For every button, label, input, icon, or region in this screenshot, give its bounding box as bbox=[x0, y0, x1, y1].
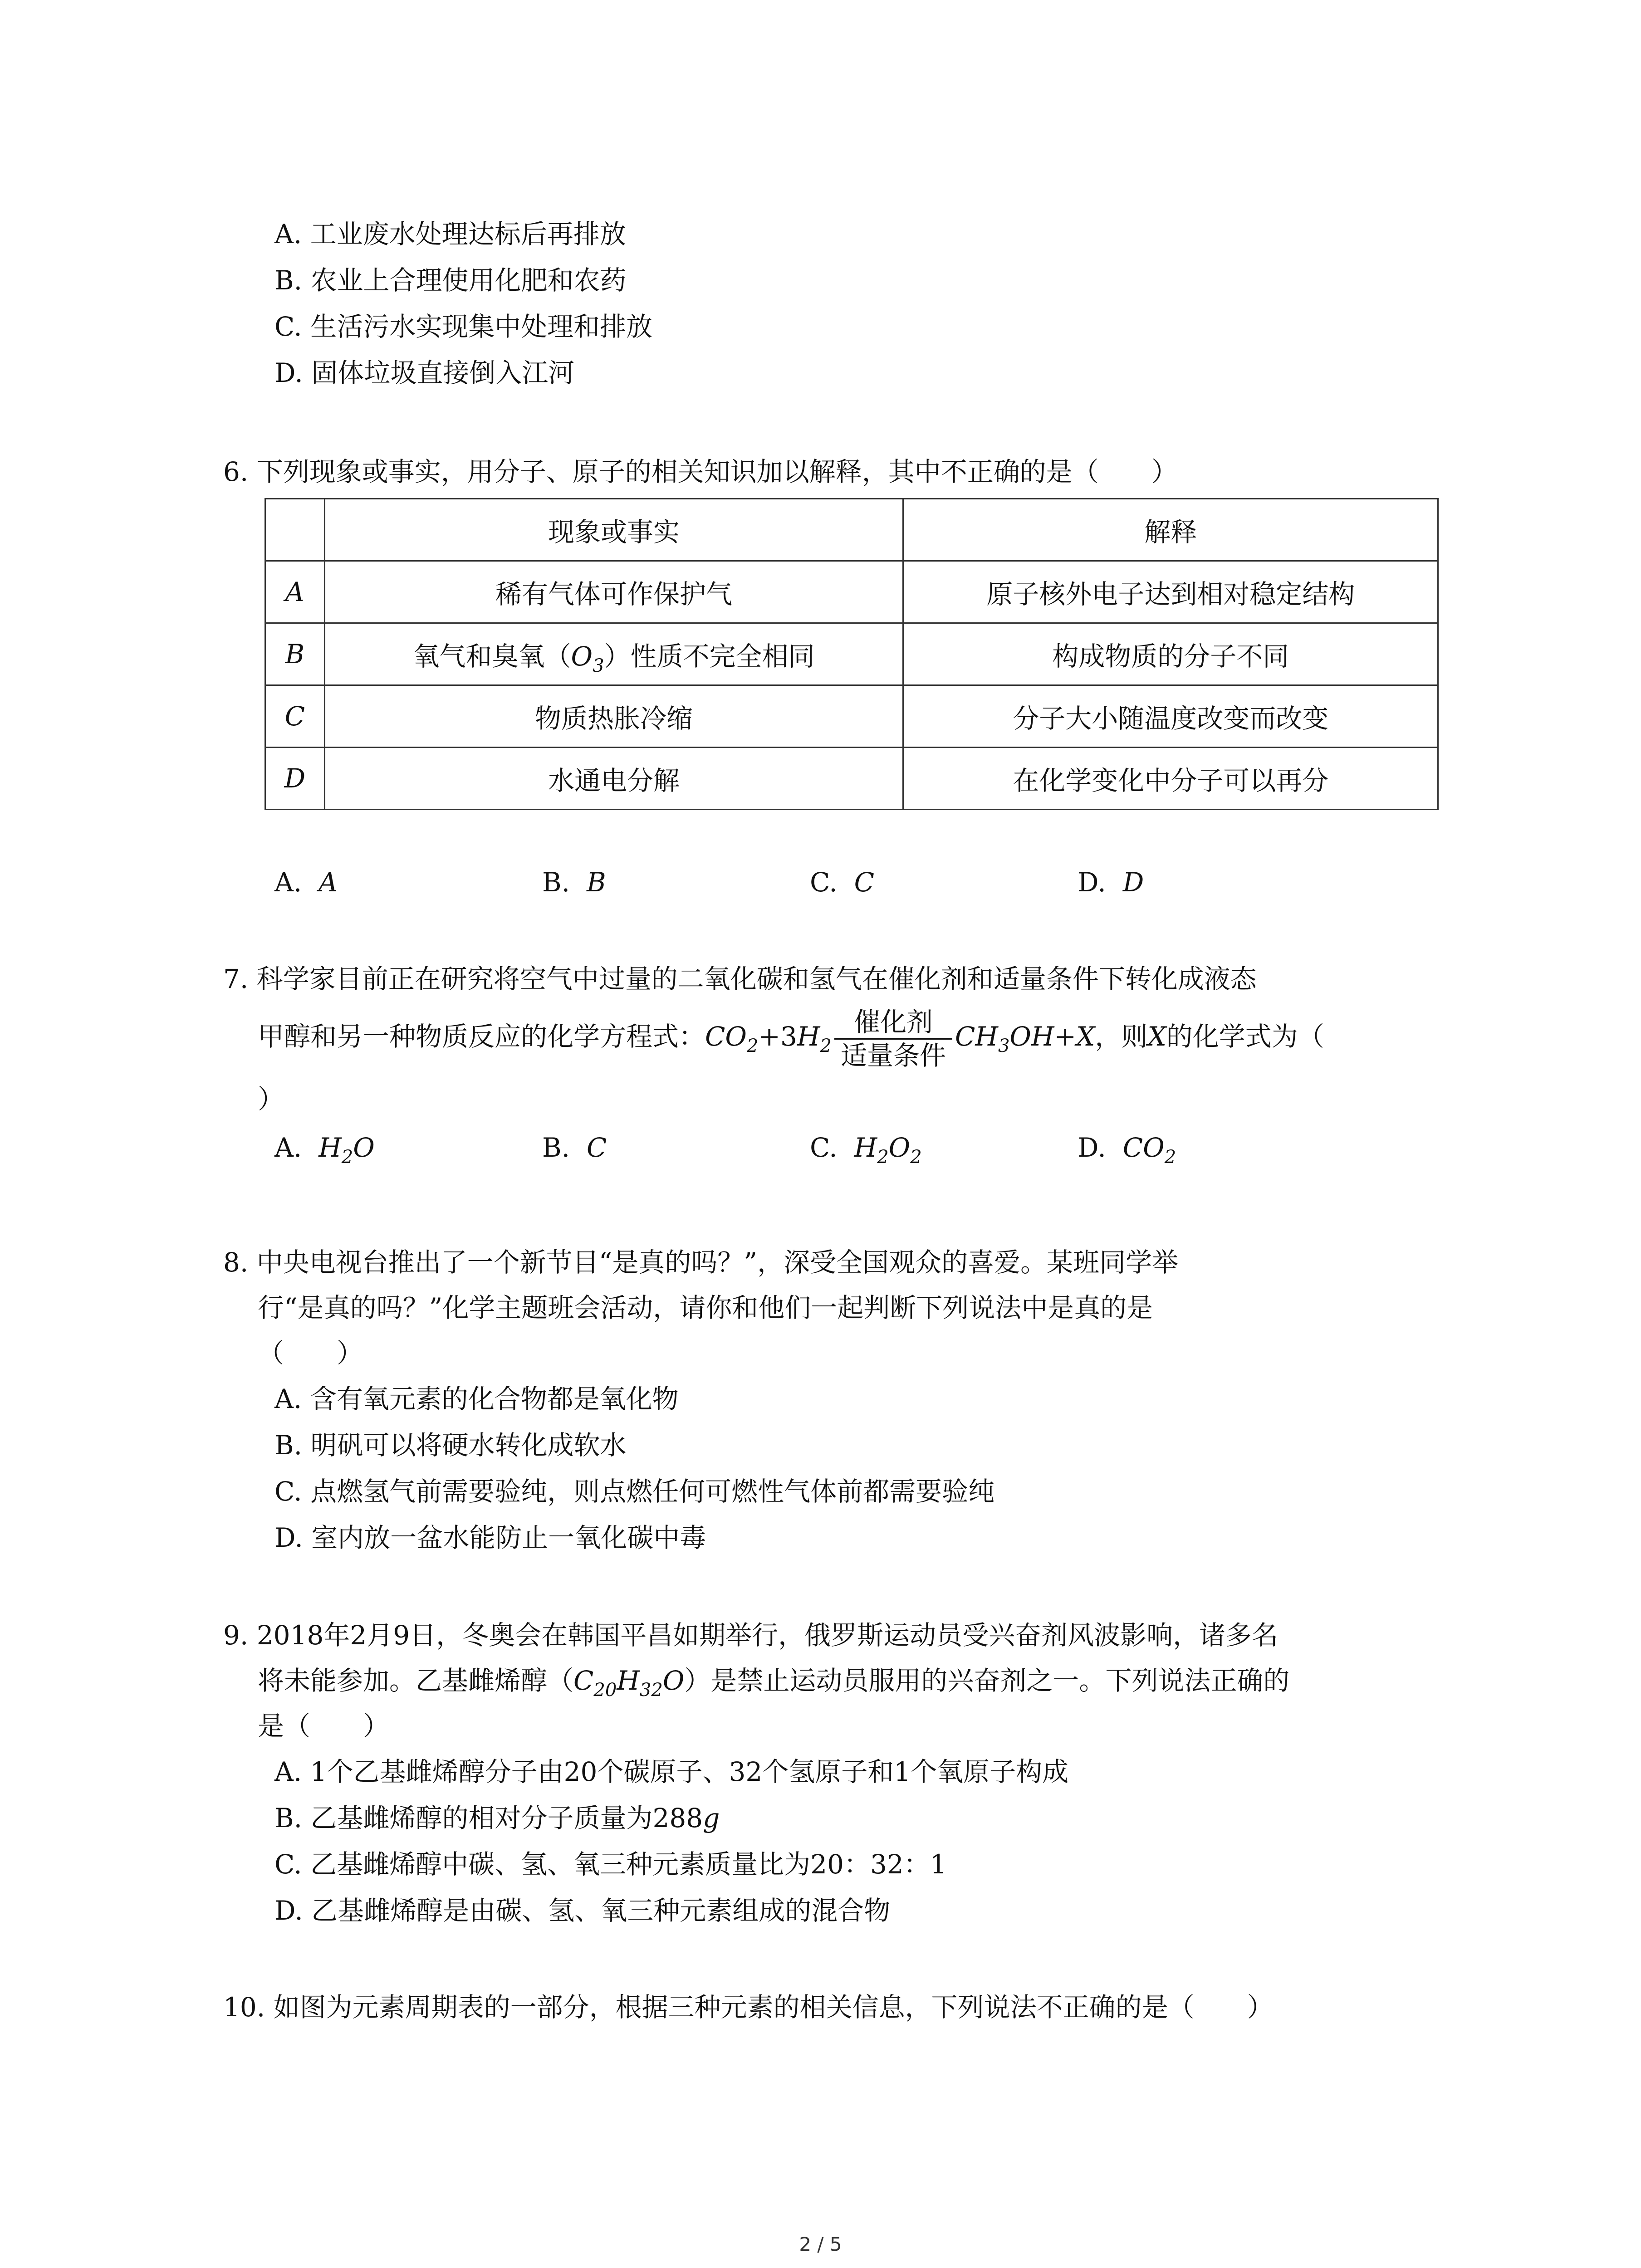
option-formula: CO bbox=[1122, 1132, 1165, 1163]
q8-option-d: D. 室内放一盆水能防止一氧化碳中毒 bbox=[274, 1522, 706, 1553]
eq-term: CH bbox=[955, 1021, 998, 1052]
q9-line-2 bbox=[258, 1662, 1289, 1699]
q5-option-d: D. 固体垃圾直接倒入江河 bbox=[274, 357, 575, 388]
q9-text: ）是禁止运动员服用的兴奋剂之一。下列说法正确的 bbox=[684, 1665, 1290, 1696]
option-label: D. bbox=[1078, 1132, 1106, 1163]
formula-element: C bbox=[573, 1665, 594, 1696]
table-row bbox=[265, 623, 1438, 685]
q7-text: ，则 bbox=[1095, 1021, 1148, 1052]
q5-option-c: C. 生活污水实现集中处理和排放 bbox=[274, 311, 653, 342]
option-subscript: 2 bbox=[341, 1147, 353, 1168]
q9-option-a: A. 1个乙基雌烯醇分子由20个碳原子、32个氢原子和1个氧原子构成 bbox=[274, 1756, 1069, 1787]
formula-element: H bbox=[617, 1665, 640, 1696]
row-key: A bbox=[265, 561, 325, 623]
q8-line-3: （ ） bbox=[258, 1338, 363, 1369]
eq-term: CO bbox=[705, 1021, 747, 1052]
option-subscript: 2 bbox=[910, 1147, 922, 1168]
formula-element: O bbox=[662, 1665, 685, 1696]
row-key: C bbox=[265, 685, 325, 748]
option-value: A bbox=[318, 867, 338, 898]
option-label: C. bbox=[810, 1132, 838, 1163]
row-explain: 原子核外电子达到相对稳定结构 bbox=[903, 561, 1438, 623]
q6-table bbox=[265, 498, 1439, 810]
option-formula: C bbox=[586, 1132, 607, 1163]
row-key: D bbox=[265, 748, 325, 810]
q10-stem: 10. 如图为元素周期表的一部分，根据三种元素的相关信息，下列说法不正确的是（ ） bbox=[223, 1992, 1274, 2023]
option-value: C bbox=[854, 867, 875, 898]
option-label: D. bbox=[1078, 867, 1106, 898]
q7-text: 甲醇和另一种物质反应的化学方程式： bbox=[258, 1021, 705, 1052]
option-label: A. bbox=[274, 867, 302, 898]
eq-term: OH+X bbox=[1009, 1021, 1095, 1052]
table-row bbox=[265, 561, 1438, 623]
eq-subscript: 3 bbox=[998, 1036, 1010, 1056]
fact-text: 氧气和臭氧（ bbox=[413, 641, 571, 672]
row-explain: 在化学变化中分子可以再分 bbox=[903, 748, 1438, 810]
q7-option-d bbox=[1078, 1129, 1176, 1166]
table-header-cell bbox=[265, 499, 325, 561]
formula-subscript: 32 bbox=[639, 1680, 663, 1701]
option-label: C. bbox=[810, 867, 838, 898]
q7-option-b bbox=[542, 1129, 607, 1166]
q9-option-c: C. 乙基雌烯醇中碳、氢、氧三种元素质量比为20：32：1 bbox=[274, 1849, 947, 1880]
condition-bottom: 适量条件 bbox=[840, 1040, 946, 1071]
q9-text: 将未能参加。乙基雌烯醇（ bbox=[258, 1665, 574, 1696]
ozone-subscript: 3 bbox=[593, 655, 604, 676]
q9-line-1: 9. 2018年2月9日，冬奥会在韩国平昌如期举行，俄罗斯运动员受兴奋剂风波影响，诸多名 bbox=[223, 1620, 1279, 1651]
row-key: B bbox=[265, 623, 325, 685]
eq-subscript: 2 bbox=[820, 1036, 832, 1056]
q8-line-2: 行“是真的吗？”化学主题班会活动，请你和他们一起判断下列说法中是真的是 bbox=[258, 1292, 1153, 1323]
table-row bbox=[265, 748, 1438, 810]
row-explain: 构成物质的分子不同 bbox=[903, 623, 1438, 685]
eq-term: H bbox=[797, 1021, 820, 1052]
option-unit: g bbox=[703, 1803, 720, 1833]
q6-option-c bbox=[810, 864, 874, 900]
q9-option-d: D. 乙基雌烯醇是由碳、氢、氧三种元素组成的混合物 bbox=[274, 1895, 891, 1926]
option-value: B bbox=[586, 867, 606, 898]
table-header-cell: 现象或事实 bbox=[324, 499, 903, 561]
row-explain: 分子大小随温度改变而改变 bbox=[903, 685, 1438, 748]
eq-subscript: 2 bbox=[746, 1036, 759, 1056]
option-label: B. bbox=[542, 867, 570, 898]
option-label: B. bbox=[542, 1132, 570, 1163]
q6-option-b bbox=[542, 864, 606, 900]
row-fact: 物质热胀冷缩 bbox=[324, 685, 903, 748]
ozone-formula: O bbox=[571, 641, 593, 672]
table-header-cell: 解释 bbox=[903, 499, 1438, 561]
option-text: B. 乙基雌烯醇的相对分子质量为288 bbox=[274, 1803, 703, 1833]
option-subscript: 2 bbox=[877, 1147, 889, 1168]
reaction-condition bbox=[834, 1006, 952, 1071]
table-row bbox=[265, 685, 1438, 748]
q8-line-1: 8. 中央电视台推出了一个新节目“是真的吗？”，深受全国观众的喜爱。某班同学举 bbox=[223, 1247, 1179, 1278]
q9-option-b bbox=[274, 1800, 720, 1836]
option-formula: H bbox=[854, 1132, 877, 1163]
table-header-row bbox=[265, 499, 1438, 561]
q9-line-3: 是（ ） bbox=[258, 1711, 390, 1741]
row-fact: 稀有气体可作保护气 bbox=[324, 561, 903, 623]
q8-option-a: A. 含有氧元素的化合物都是氧化物 bbox=[274, 1383, 679, 1414]
q6-option-d bbox=[1078, 864, 1144, 900]
q7-text: 的化学式为（ bbox=[1166, 1021, 1324, 1052]
option-formula: H bbox=[318, 1132, 342, 1163]
option-formula: O bbox=[888, 1132, 911, 1163]
q5-option-b: B. 农业上合理使用化肥和农药 bbox=[274, 265, 627, 296]
row-fact bbox=[324, 623, 903, 685]
q7-line-2 bbox=[258, 1002, 1324, 1071]
condition-top: 催化剂 bbox=[853, 1006, 933, 1037]
q8-option-c: C. 点燃氢气前需要验纯，则点燃任何可燃性气体前都需要验纯 bbox=[274, 1476, 995, 1507]
eq-term: +3 bbox=[758, 1021, 797, 1052]
page-number: 2 / 5 bbox=[799, 2233, 842, 2255]
option-value: D bbox=[1122, 867, 1144, 898]
q5-option-a: A. 工业废水处理达标后再排放 bbox=[274, 219, 626, 249]
q6-option-a bbox=[274, 864, 338, 900]
option-label: A. bbox=[274, 1132, 302, 1163]
row-fact: 水通电分解 bbox=[324, 748, 903, 810]
q7-option-c bbox=[810, 1129, 922, 1166]
option-subscript: 2 bbox=[1164, 1147, 1176, 1168]
eq-term: X bbox=[1147, 1021, 1166, 1052]
option-formula: O bbox=[353, 1132, 375, 1163]
fact-text: ）性质不完全相同 bbox=[604, 641, 815, 672]
q7-option-a bbox=[274, 1129, 375, 1166]
q6-stem: 6. 下列现象或事实，用分子、原子的相关知识加以解释，其中不正确的是（ ） bbox=[223, 456, 1178, 487]
q7-line-1: 7. 科学家目前正在研究将空气中过量的二氧化碳和氢气在催化剂和适量条件下转化成液态 bbox=[223, 963, 1257, 994]
formula-subscript: 20 bbox=[593, 1680, 617, 1701]
q7-line-3: ） bbox=[258, 1084, 284, 1114]
q8-option-b: B. 明矾可以将硬水转化成软水 bbox=[274, 1430, 627, 1461]
